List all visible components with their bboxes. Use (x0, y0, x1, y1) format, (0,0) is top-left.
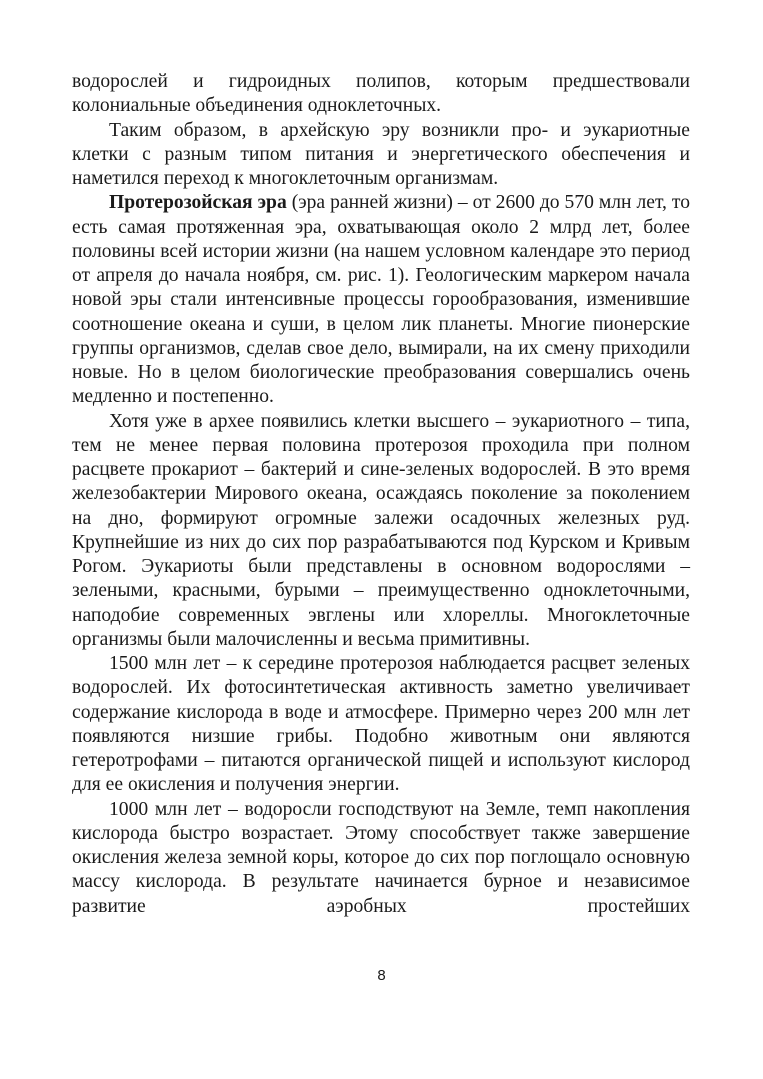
paragraph-text: водорослей и гидроидных полипов, которым предшествовали колониальные объединения одноклеточных. (72, 71, 690, 117)
paragraph-text: 1500 млн лет – к середине протерозоя наблюдается расцвет зеленых водорослей. Их фотосинтетическая активность заметно увеличивает содержание кислорода в воде и атмосфере. Примерно через 200 млн лет появляются низшие грибы. Подобно животным они являются гетеротрофами – питаются органической пищей и используют кислород для ее окисления и получения энергии. (72, 653, 690, 796)
paragraph-continuation (72, 70, 690, 119)
paragraph (72, 119, 690, 192)
paragraph-text: Таким образом, в архейскую эру возникли про- и эукариотные клетки с разным типом питания и энергетического обеспечения и наметился переход к многоклеточным организмам. (72, 119, 690, 189)
paragraph-text: Хотя уже в архее появились клетки высшего – эукариотного – типа, тем не менее первая половина протерозоя проходила при полном расцвете прокариот – бактерий и сине-зеленых водорослей. В это время железобактерии Мирового океана, осаждаясь поколение за поколением на дно, формируют огромные залежи осадочных железных руд. Крупнейшие из них до сих пор разрабатываются под Курском и Кривым Рогом. Эукариоты были представлены в основном водорослями – зелеными, красными, бурыми – преимущественно одноклеточными, наподобие современных эвглены или хлореллы. Многоклеточные организмы были малочисленны и весьма примитивны. (72, 410, 690, 650)
body-text (72, 70, 690, 919)
paragraph-continues-next-page (72, 798, 690, 919)
page-number: 8 (377, 967, 386, 984)
term-heading: Протерозойская эра (109, 192, 287, 214)
paragraph-text: (эра ранней жизни) – от 2600 до 570 млн лет, то есть самая протяженная эра, охватывающая около 2 млрд лет, более половины всей истории жизни (на нашем условном календаре это период от апреля до начала ноября, см. рис. 1). Геологическим маркером начала новой эры стали интенсивные процессы горообразования, изменившие соотношение океана и суши, в целом лик планеты. Многие пионерские группы организмов, сделав свое дело, вымирали, на их смену приходили новые. Но в целом биологические преобразования совершались очень медленно и постепенно. (72, 192, 691, 408)
paragraph-text: 1000 млн лет – водоросли господствуют на Земле, темп накопления кислорода быстро возрастает. Этому способствует также завершение окисления железа земной коры, которое до сих пор поглощало основную массу кислорода. В результате начинается бурное и независимое развитие аэробных простейших (72, 798, 690, 917)
paragraph (72, 410, 690, 653)
paragraph (72, 652, 690, 798)
paragraph-proterozoic (72, 191, 690, 409)
